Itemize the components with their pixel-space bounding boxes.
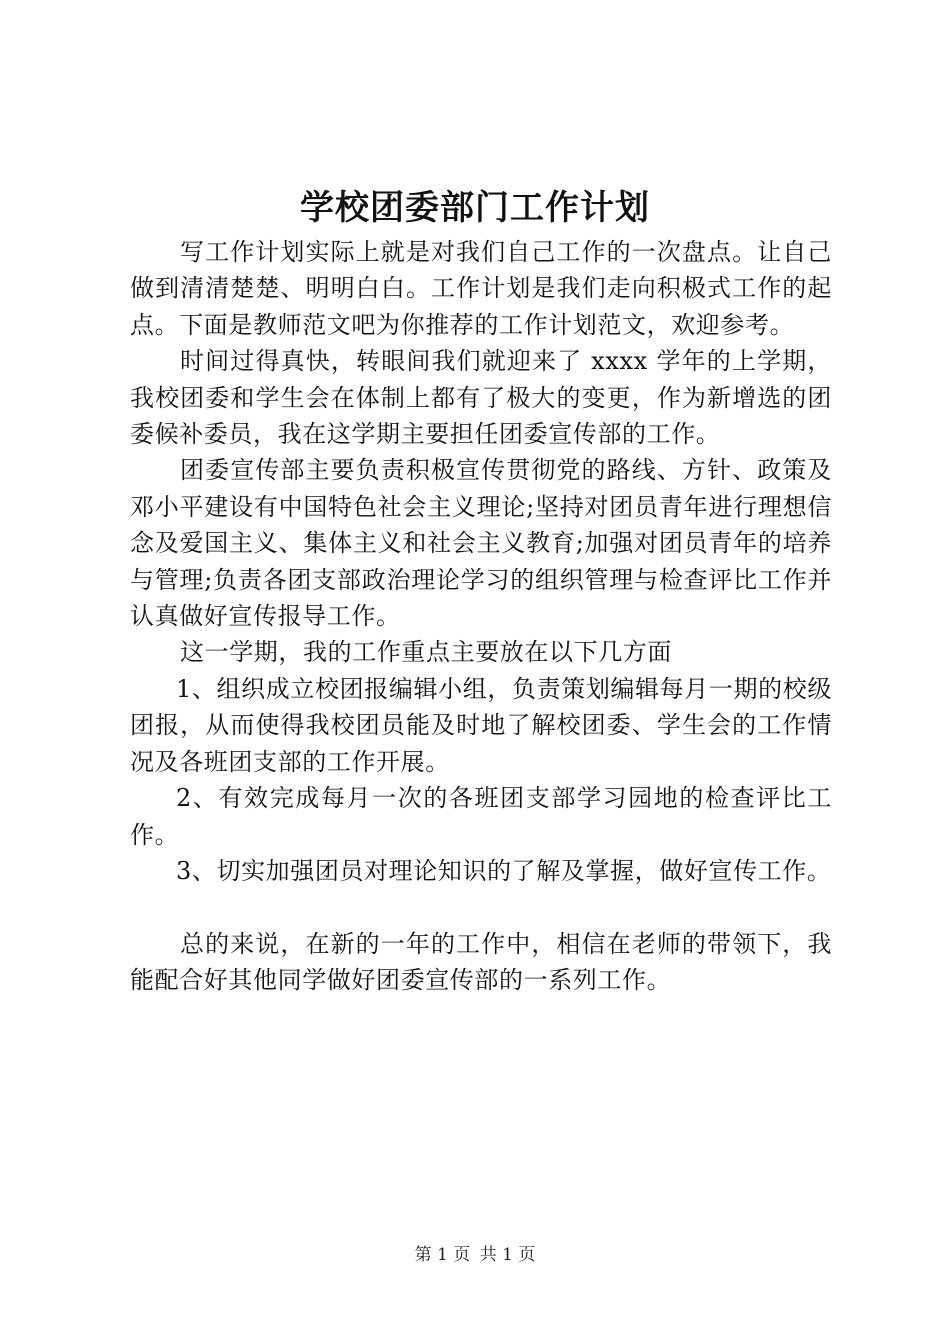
document-title: 学校团委部门工作计划	[300, 188, 650, 228]
paragraph-focus: 这一学期，我的工作重点主要放在以下几方面	[180, 638, 672, 667]
page-total: 共 1 页	[479, 1245, 536, 1265]
list-item-1: 1、组织成立校团报编辑小组，负责策划编辑每月一期的校级团报，从而使得我校团员能及时地了解校团委、学生会的工作情况及各班团支部的工作开展。	[130, 674, 832, 776]
page-footer	[0, 1244, 950, 1266]
page-number: 第 1 页	[414, 1245, 471, 1265]
paragraph-intro: 写工作计划实际上就是对我们自己工作的一次盘点。让自己做到清清楚楚、明明白白。工作计划是我们走向积极式工作的起点。下面是教师范文吧为你推荐的工作计划范文，欢迎参考。	[130, 238, 832, 339]
paragraph-duties: 团委宣传部主要负责积极宣传贯彻党的路线、方针、政策及邓小平建设有中国特色社会主义理论;坚持对团员青年进行理想信念及爱国主义、集体主义和社会主义教育;加强对团员青年的培养与管理;负责各团支部政治理论学习的组织管理与检查评比工作并认真做好宣传报导工作。	[130, 456, 832, 631]
document-body	[130, 234, 832, 999]
list-item-2: 2、有效完成每月一次的各班团支部学习园地的检查评比工作。	[130, 784, 832, 849]
list-item-3: 3、切实加强团员对理论知识的了解及掌握，做好宣传工作。	[176, 856, 832, 885]
paragraph-conclusion: 总的来说，在新的一年的工作中，相信在老师的带领下，我能配合好其他同学做好团委宣传部的一系列工作。	[130, 929, 832, 995]
paragraph-semester: 时间过得真快，转眼间我们就迎来了 xxxx 学年的上学期，我校团委和学生会在体制上都有了极大的变更，作为新增选的团委候补委员，我在这学期主要担任团委宣传部的工作。	[130, 347, 832, 449]
blank-line	[130, 889, 832, 925]
